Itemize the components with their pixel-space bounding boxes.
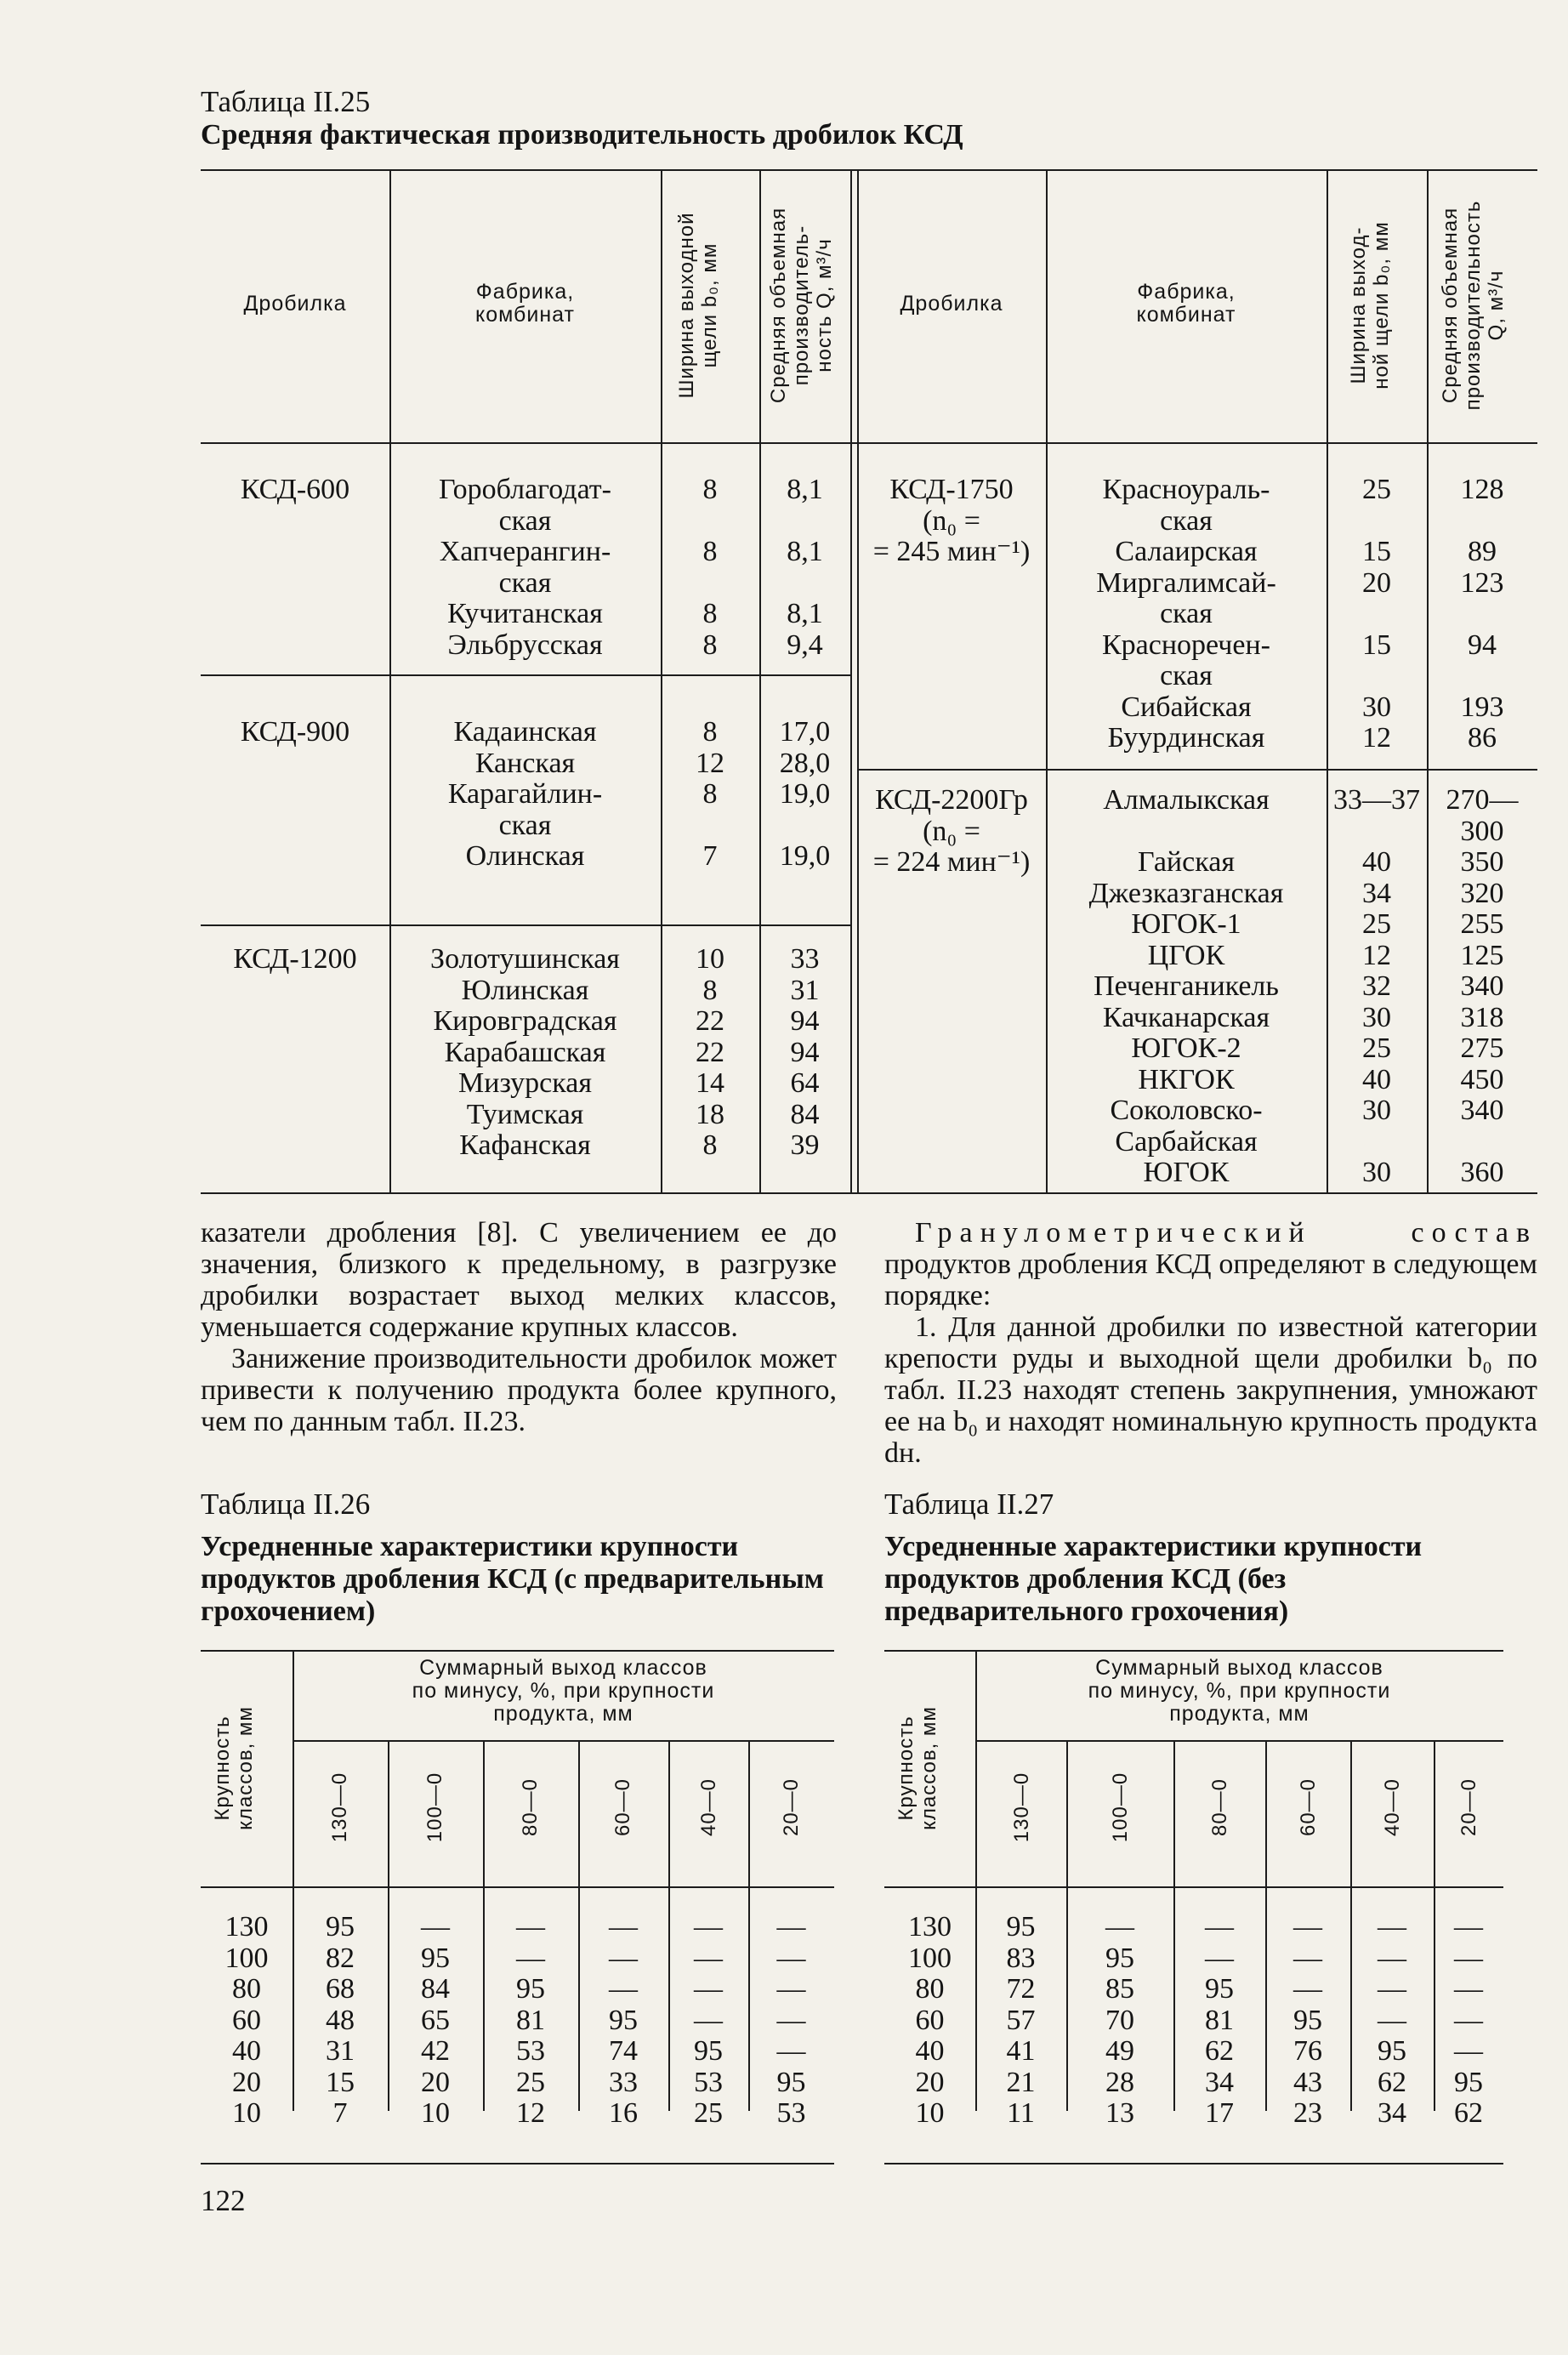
table-column: 95 83 72 57 41 21 11 — [1006, 1911, 1036, 2129]
size-col-20: 20—0 — [1457, 1778, 1480, 1837]
crusher-ksd1200: КСД-1200 — [233, 943, 357, 975]
spaced-heading: Гранулометрический состав — [915, 1217, 1537, 1249]
crusher-ksd2200: КСД-2200Гр (n₀ = = 224 мин⁻¹) — [872, 784, 1031, 878]
span-header: Суммарный выход классов по минусу, %, при крупности продукта, мм — [1088, 1656, 1391, 1726]
crusher-ksd600: КСД-600 — [240, 474, 350, 505]
text-left — [201, 1217, 837, 1437]
caps-ksd600: 8,1 8,1 8,1 9,4 — [787, 474, 823, 661]
col-header-capacity-left: Средняя объемная производитель- ность Q, м³/ч — [767, 207, 836, 404]
paragraph: продуктов дробления КСД определяют в следующем порядке: — [884, 1249, 1537, 1311]
size-col-80: 80—0 — [519, 1778, 542, 1837]
size-col-60: 60—0 — [1297, 1778, 1320, 1837]
table-column: — — — 95 74 33 16 — [609, 1911, 638, 2129]
table-column: — — — — — 95 62 — [1454, 1911, 1483, 2129]
text-right — [884, 1217, 1537, 1469]
size-col-40: 40—0 — [1381, 1778, 1404, 1837]
table-column: — 95 85 70 49 28 13 — [1105, 1911, 1134, 2129]
table-column: 95 82 68 48 31 15 7 — [326, 1911, 355, 2129]
plants-ksd2200: Алмалыкская Гайская Джезказганская ЮГОК-1 ЦГОК Печенганикель Качканарская ЮГОК-2 НКГОК Соколовско- Сарбайская ЮГОК — [1088, 784, 1284, 1188]
size-col-60: 60—0 — [611, 1778, 634, 1837]
col-header-gap-left: Ширина выходной щели b₀, мм — [675, 212, 721, 399]
plants-ksd1200: Золотушинская Юлинская Кировградская Карабашская Мизурская Туимская Кафанская — [430, 943, 620, 1161]
size-col-130: 130—0 — [328, 1772, 351, 1843]
size-col-20: 20—0 — [780, 1778, 803, 1837]
gaps-ksd1200: 10 8 22 22 14 18 8 — [696, 943, 724, 1161]
gaps-ksd1750: 25 15 20 15 30 12 — [1362, 474, 1391, 754]
row-labels: 130 100 80 60 40 20 10 — [908, 1911, 952, 2129]
col-header-capacity-right: Средняя объемная производительность Q, м³/ч — [1439, 200, 1508, 411]
paragraph: 1. Для данной дробилки по известной категории крепости руды и выходной щели дробилки b₀ по табл. II.23 находят степень закрупнения, умножают ее на b₀ и находят номинальную крупность продукта dн. — [884, 1311, 1537, 1469]
row-labels: 130 100 80 60 40 20 10 — [224, 1911, 269, 2129]
gaps-ksd600: 8 8 8 8 — [702, 474, 718, 661]
plants-ksd1750: Красноураль- ская Салаирская Миргалимсай- ская Краснoречен- ская Сибайская Буурдинская — [1096, 474, 1276, 754]
size-col-40: 40—0 — [697, 1778, 720, 1837]
table-27-caption: Таблица II.27 — [884, 1488, 1054, 1521]
table-25-caption: Таблица II.25 — [201, 85, 371, 118]
page-number: 122 — [201, 2184, 246, 2217]
table-column: — 95 84 65 42 20 10 — [421, 1911, 450, 2129]
paragraph: казатели дробления [8]. С увеличением ее до значения, близкого к предельному, в разгрузке дробилки возрастает выход мелких классов, уменьшается содержание крупных классов. — [201, 1217, 837, 1343]
col-header-plant-left: Фабрика, комбинат — [475, 280, 575, 327]
caps-ksd2200: 270— 300 350 320 255 125 340 318 275 450 340 360 — [1446, 784, 1519, 1188]
table-26-caption: Таблица II.26 — [201, 1488, 371, 1521]
gaps-ksd900: 8 12 8 7 — [696, 716, 724, 872]
table-26-title: Усредненные характеристики крупности продуктов дробления КСД (с предварительным грохочением) — [201, 1531, 824, 1627]
caps-ksd1750: 128 89 123 94 193 86 — [1460, 474, 1504, 754]
table-column: — — 95 81 62 34 17 — [1205, 1911, 1234, 2129]
table-column: — — 95 81 53 25 12 — [516, 1911, 545, 2129]
table-27-title: Усредненные характеристики крупности продуктов дробления КСД (без предварительного грохочения) — [884, 1531, 1423, 1627]
crusher-ksd1750: КСД-1750 (n₀ = = 245 мин⁻¹) — [872, 474, 1031, 567]
size-col-100: 100—0 — [1109, 1772, 1132, 1843]
row-header-size: Крупность классов, мм — [211, 1706, 257, 1830]
caps-ksd1200: 33 31 94 94 64 84 39 — [790, 943, 820, 1161]
col-header-crusher-right: Дробилка — [900, 292, 1003, 316]
size-col-80: 80—0 — [1208, 1778, 1231, 1837]
size-col-100: 100—0 — [423, 1772, 446, 1843]
crusher-ksd900: КСД-900 — [240, 716, 350, 748]
table-column: — — — 95 76 43 23 — [1293, 1911, 1322, 2129]
plants-ksd900: Кадаинская Канская Карагайлин- ская Олинская — [447, 716, 603, 872]
caps-ksd900: 17,0 28,0 19,0 19,0 — [779, 716, 831, 872]
table-column: — — — — — 95 53 — [776, 1911, 806, 2129]
col-header-plant-right: Фабрика, комбинат — [1136, 280, 1236, 327]
gaps-ksd2200: 33—37 40 34 25 12 32 30 25 40 30 30 — [1333, 784, 1420, 1188]
row-header-size: Крупность классов, мм — [895, 1706, 940, 1830]
table-column: — — — — 95 53 25 — [694, 1911, 723, 2129]
paragraph: Занижение производительности дробилок может привести к получению продукта более крупного, чем по данным табл. II.23. — [201, 1343, 837, 1437]
plants-ksd600: Гороблагодат- ская Хапчерангин- ская Кучитанская Эльбрусская — [439, 474, 611, 661]
col-header-gap-right: Ширина выход- ной щели b₀, мм — [1347, 221, 1393, 390]
size-col-130: 130—0 — [1010, 1772, 1033, 1843]
table-column: — — — — 95 62 34 — [1378, 1911, 1406, 2129]
span-header: Суммарный выход классов по минусу, %, при крупности продукта, мм — [412, 1656, 715, 1726]
table-25-title: Средняя фактическая производительность дробилок КСД — [201, 119, 963, 151]
col-header-crusher-left: Дробилка — [243, 292, 347, 316]
